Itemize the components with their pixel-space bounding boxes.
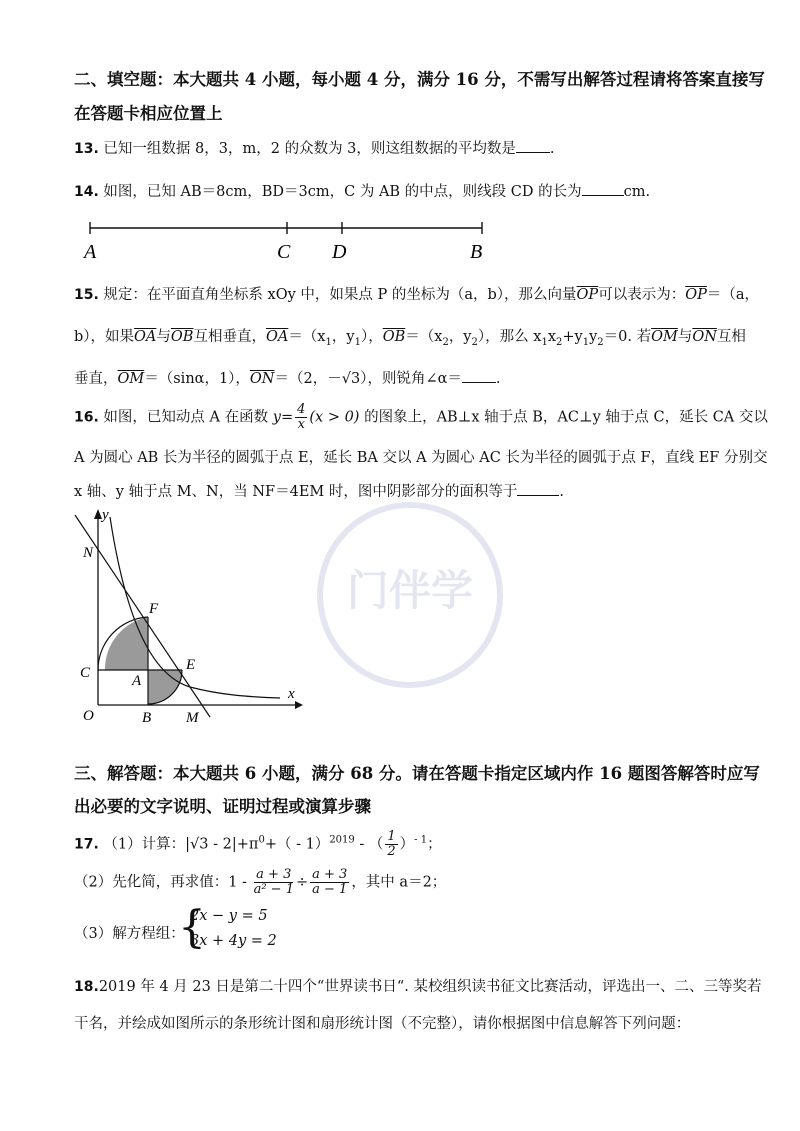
text-segment: （1）计算：| bbox=[103, 836, 191, 853]
question-end: . bbox=[559, 484, 564, 500]
text-segment: 垂直， bbox=[74, 371, 118, 387]
subscript: 2 bbox=[556, 336, 563, 348]
text-segment: 2019 年 4 月 23 日是第二十四个“世界读书日“. 某校组织读书征文比赛活动，评选出一、二、三等奖若 bbox=[98, 979, 762, 995]
var-y: y bbox=[272, 409, 281, 426]
label-x: x bbox=[288, 686, 295, 702]
segment-diagram bbox=[74, 216, 494, 266]
label-e: E bbox=[186, 657, 196, 673]
question-16-line1 bbox=[74, 403, 768, 432]
question-number: 18. bbox=[74, 979, 99, 995]
vector-ob: $\overline{OB}$ bbox=[170, 329, 194, 345]
label-f: F bbox=[149, 601, 159, 617]
label-a: A bbox=[84, 241, 97, 263]
question-number: 17. bbox=[74, 836, 99, 853]
vector-om: $\overline{OM}$ bbox=[117, 371, 145, 387]
vector-on: $\overline{ON}$ bbox=[249, 371, 275, 387]
question-14 bbox=[74, 180, 650, 201]
label-c: C bbox=[277, 241, 291, 263]
text-segment: 规定：在平面直角坐标系 xOy 中，如果点 P 的坐标为（a，b），那么向量 bbox=[103, 287, 577, 303]
label-d: D bbox=[332, 241, 347, 263]
question-17-part3: （3）解方程组： bbox=[74, 926, 185, 942]
fraction-2 bbox=[310, 868, 349, 897]
text-segment: 互相垂直， bbox=[193, 329, 266, 345]
text-segment: 与 bbox=[156, 329, 171, 345]
section3-heading-line1: 三、解答题：本大题共 6 小题，满分 68 分。请在答题卡指定区域内作 16 题图答解答时应写 bbox=[74, 764, 760, 783]
text-segment: ＝0. 若 bbox=[603, 329, 652, 345]
question-17-part2 bbox=[74, 868, 446, 897]
question-18-line2: 干名，并绘成如图所示的条形统计图和扇形统计图（不完整），请你根据图中信息解答下列问题： bbox=[74, 1016, 691, 1032]
numerator: a + 3 bbox=[312, 867, 348, 882]
vector-on: $\overline{ON}$ bbox=[692, 329, 717, 345]
question-end: cm. bbox=[623, 184, 651, 200]
vector-op: $\overline{OP}$ bbox=[576, 287, 599, 303]
text-segment: ）， bbox=[360, 329, 383, 345]
vector-oa: $\overline{OA}$ bbox=[265, 329, 289, 345]
subscript: 1 bbox=[354, 336, 361, 348]
vector-ob: $\overline{OB}$ bbox=[382, 329, 406, 345]
question-15-line1 bbox=[74, 283, 759, 304]
text-segment: 的图象上，AB⊥x 轴于点 B，AC⊥y 轴于点 C，延长 CA 交以 bbox=[364, 409, 768, 426]
text-segment: ，y bbox=[331, 329, 355, 345]
exponent: 0 bbox=[258, 834, 265, 846]
section2-heading-line1: 二、填空题：本大题共 4 小题，每小题 4 分，满分 16 分，不需写出解答过程请将答案直接写 bbox=[74, 70, 765, 89]
question-17-part1 bbox=[74, 830, 442, 859]
label-m: M bbox=[186, 710, 199, 726]
line-ef bbox=[75, 515, 210, 717]
sqrt-3: √3 bbox=[341, 371, 361, 387]
text-segment: x 轴、y 轴于点 M、N，当 NF＝4EM 时，图中阴影部分的面积等于 bbox=[74, 484, 518, 500]
text-segment: - （ bbox=[354, 836, 384, 853]
label-a: A bbox=[132, 673, 142, 689]
text-segment: ，y bbox=[448, 329, 472, 345]
divide-sign: ÷ bbox=[295, 874, 309, 891]
text-segment: x bbox=[547, 329, 556, 345]
vector-op: $\overline{OP}$ bbox=[685, 287, 707, 303]
numerator: a + 3 bbox=[256, 867, 292, 882]
equation-1: 2x − y = 5 bbox=[190, 908, 268, 924]
subscript: 1 bbox=[582, 336, 590, 348]
exponent: 2019 bbox=[329, 834, 355, 846]
denominator: 2 bbox=[387, 844, 396, 859]
text-segment: 与 bbox=[677, 329, 693, 345]
label-c: C bbox=[80, 665, 91, 681]
text-segment: 可以表示为： bbox=[598, 287, 686, 303]
shaded-sector-f bbox=[105, 617, 148, 670]
answer-blank bbox=[516, 140, 550, 153]
text-segment: ），那么 x bbox=[477, 329, 542, 345]
text-segment: ； bbox=[427, 836, 442, 853]
question-number: 16. bbox=[74, 409, 99, 426]
watermark-text: 门伴学 bbox=[346, 566, 474, 615]
label-b: B bbox=[470, 241, 483, 263]
vector-oa: $\overline{OA}$ bbox=[134, 329, 157, 345]
text-segment: ＝（2，－ bbox=[274, 371, 342, 387]
system-brace: { bbox=[178, 902, 206, 953]
x-axis-arrow bbox=[295, 701, 303, 709]
fraction-one-half bbox=[385, 830, 397, 859]
subscript: 1 bbox=[325, 336, 332, 348]
answer-blank bbox=[582, 183, 624, 196]
question-end: . bbox=[549, 141, 555, 157]
text-segment: ），则锐角∠α＝ bbox=[360, 371, 462, 387]
subscript: 2 bbox=[597, 336, 604, 348]
exponent: - 1 bbox=[414, 834, 428, 846]
text-segment: ，其中 a＝2； bbox=[351, 874, 447, 891]
question-number: 14. bbox=[74, 184, 99, 200]
text-segment: +（ - 1） bbox=[264, 836, 330, 853]
question-number: 15. bbox=[74, 287, 99, 303]
question-15-line2 bbox=[74, 325, 746, 348]
label-y: y bbox=[102, 507, 109, 523]
question-18-line1 bbox=[74, 975, 761, 996]
subscript: 1 bbox=[541, 336, 548, 348]
text-segment: ＝（sinα，1）， bbox=[144, 371, 250, 387]
domain-condition: (x > 0) bbox=[309, 409, 360, 426]
text-segment: b），如果 bbox=[74, 329, 135, 345]
question-text: 如图，已知 AB＝8cm，BD＝3cm，C 为 AB 的中点，则线段 CD 的长为 bbox=[103, 184, 582, 200]
question-text: 已知一组数据 8，3，m，2 的众数为 3，则这组数据的平均数是 bbox=[103, 141, 516, 157]
fraction-1 bbox=[254, 868, 294, 897]
question-13 bbox=[74, 137, 555, 158]
subscript: 2 bbox=[471, 336, 478, 348]
question-16-line2: A 为圆心 AB 长为半径的圆弧于点 E，延长 BA 交以 A 为圆心 AC 长为半径的圆弧于点 F，直线 EF 分别交 bbox=[74, 450, 768, 466]
equals: = bbox=[280, 409, 294, 426]
question-end: . bbox=[495, 371, 501, 387]
text-segment: （2）先化简，再求值：1 - bbox=[74, 874, 247, 891]
text-segment: y bbox=[589, 329, 598, 345]
question-number: 13. bbox=[74, 141, 99, 157]
denominator: a² − 1 bbox=[253, 882, 294, 897]
text-segment: +y bbox=[562, 329, 583, 345]
text-segment: 如图，已知动点 A 在函数 bbox=[103, 409, 269, 426]
text-segment: ＝（a， bbox=[706, 287, 760, 303]
label-o: O bbox=[83, 708, 94, 724]
text-segment: ） bbox=[399, 836, 415, 853]
text-segment: - 2|+π bbox=[208, 836, 259, 853]
vector-om: $\overline{OM}$ bbox=[651, 329, 678, 345]
sqrt-3: √3 bbox=[190, 836, 209, 853]
section2-heading-line2: 在答题卡相应位置上 bbox=[74, 104, 223, 123]
watermark-logo bbox=[280, 495, 540, 695]
fraction-4-over-x bbox=[295, 403, 307, 432]
equation-2: 3x + 4y = 2 bbox=[190, 933, 277, 949]
text-segment: ＝（x bbox=[288, 329, 326, 345]
text-segment: ＝（x bbox=[405, 329, 443, 345]
denominator: a − 1 bbox=[312, 882, 348, 897]
numerator: 4 bbox=[297, 402, 306, 417]
section3-heading-line2: 出必要的文字说明、证明过程或演算步骤 bbox=[74, 797, 371, 816]
question-15-line3 bbox=[74, 367, 501, 388]
text-segment: 互相 bbox=[716, 329, 746, 345]
subscript: 2 bbox=[442, 336, 449, 348]
label-b: B bbox=[142, 710, 152, 726]
label-n: N bbox=[83, 545, 94, 561]
answer-blank bbox=[462, 370, 496, 383]
denominator: x bbox=[297, 417, 305, 432]
numerator: 1 bbox=[387, 829, 396, 844]
y-axis-arrow bbox=[94, 509, 102, 519]
q16-figure bbox=[70, 505, 310, 735]
